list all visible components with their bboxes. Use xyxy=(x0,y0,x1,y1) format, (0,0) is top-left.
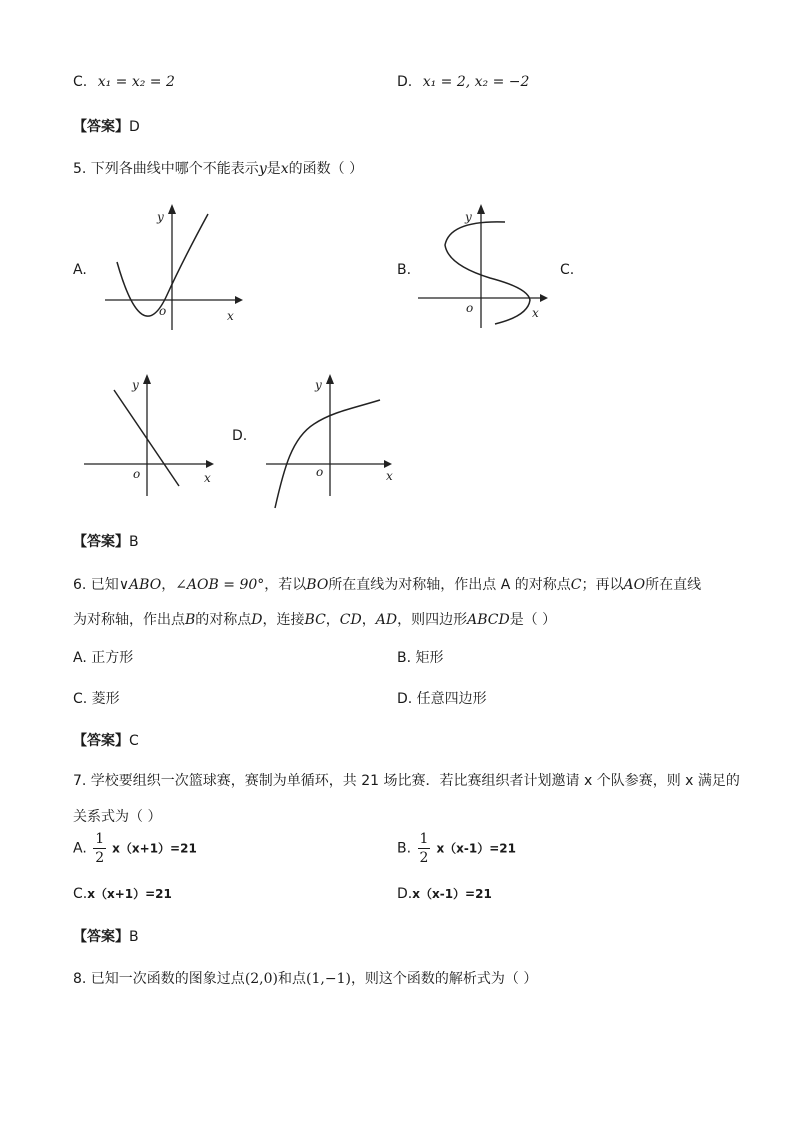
option-expr: x（x+1）=21 xyxy=(87,887,172,901)
q4-option-d xyxy=(397,74,529,90)
q5-label-c: C. xyxy=(560,262,575,278)
fraction-numerator: 1 xyxy=(419,831,429,847)
stem-text: 的函数（ ） xyxy=(288,161,364,177)
graph-b xyxy=(410,200,560,330)
y-label: y xyxy=(465,210,472,224)
fraction-one-half xyxy=(93,832,106,865)
stem-text: 是 xyxy=(266,161,281,177)
stem-text: 所在直线 xyxy=(645,577,702,593)
stem-math: ∨ABO xyxy=(118,577,162,593)
answer-value: B xyxy=(129,534,139,550)
stem-math: CD xyxy=(339,612,362,628)
q5-label-a: A. xyxy=(73,262,87,278)
s-curve xyxy=(445,222,530,324)
x-axis-arrow xyxy=(206,460,214,468)
point-1: (2,0) xyxy=(244,971,279,987)
option-math: x₁ = 2, x₂ = −2 xyxy=(422,74,530,90)
q5-label-d: D. xyxy=(232,428,248,444)
stem-text: ， xyxy=(361,612,376,628)
origin-label: o xyxy=(159,304,167,318)
answer-tag: 【答案】 xyxy=(73,929,129,945)
y-axis-arrow xyxy=(143,374,151,384)
origin-label: o xyxy=(316,465,324,479)
stem-text: 8. 已知一次函数的图象过点 xyxy=(73,971,245,987)
q6-stem-line2 xyxy=(73,609,556,629)
q7-stem-line2: 关系式为（ ） xyxy=(73,809,162,825)
stem-math: D xyxy=(251,612,263,628)
q8-stem xyxy=(73,968,537,988)
stem-text: ， xyxy=(161,577,176,593)
y-label: y xyxy=(157,210,164,224)
stem-text: ，若以 xyxy=(264,577,307,593)
answer-tag: 【答案】 xyxy=(73,733,129,749)
q4-option-c xyxy=(73,74,175,90)
graph-c xyxy=(78,368,228,503)
q7-option-c xyxy=(73,885,172,902)
parabola-curve xyxy=(117,214,208,316)
answer-tag: 【答案】 xyxy=(73,119,129,135)
stem-var-x: x xyxy=(280,161,289,177)
stem-text: 所在直线为对称轴，作出点 A 的对称点 xyxy=(328,577,571,593)
stem-math: C xyxy=(570,577,582,593)
option-label: A. xyxy=(73,840,87,857)
stem-text: ；再以 xyxy=(581,577,624,593)
y-axis-arrow xyxy=(477,204,485,214)
fraction-denominator: 2 xyxy=(419,850,429,866)
option-label: D. xyxy=(397,74,413,90)
x-axis-arrow xyxy=(235,296,243,304)
stem-math: AO xyxy=(623,577,646,593)
option-label: C. xyxy=(73,886,88,902)
answer-value: C xyxy=(129,733,139,749)
stem-text: ，连接 xyxy=(262,612,305,628)
stem-text: ，则这个函数的解析式为（ ） xyxy=(350,971,538,987)
q7-stem-line1: 7. 学校要组织一次篮球赛，赛制为单循环，共 21 场比赛．若比赛组织者计划邀请 x 个队参赛，则 x 满足的 xyxy=(73,773,740,789)
stem-text: 和点 xyxy=(278,971,307,987)
y-label: y xyxy=(315,378,322,392)
q7-option-d xyxy=(397,885,492,902)
stem-text: 是（ ） xyxy=(509,612,557,628)
option-label: D. xyxy=(397,886,413,902)
graph-d xyxy=(262,368,412,513)
origin-label: o xyxy=(466,301,474,315)
answer-tag: 【答案】 xyxy=(73,534,129,550)
x-axis-arrow xyxy=(384,460,392,468)
q5-answer xyxy=(73,531,139,551)
stem-math: BO xyxy=(306,577,329,593)
stem-math: ABCD xyxy=(467,612,510,628)
point-2: (1,−1) xyxy=(306,971,351,987)
x-axis-arrow xyxy=(540,294,548,302)
graph-a xyxy=(95,200,255,330)
q7-option-b xyxy=(397,832,516,865)
q7-answer xyxy=(73,926,139,946)
fraction-numerator: 1 xyxy=(95,831,105,847)
q4-answer xyxy=(73,116,140,136)
q6-option-c: C. 菱形 xyxy=(73,691,120,707)
y-label: y xyxy=(132,378,139,392)
q7-option-a xyxy=(73,832,197,865)
stem-text: ，则四边形 xyxy=(397,612,468,628)
fraction-denominator: 2 xyxy=(95,850,105,866)
option-expr: x（x+1）=21 xyxy=(112,841,197,856)
option-expr: x（x-1）=21 xyxy=(436,841,517,856)
stem-text: 的对称点 xyxy=(195,612,252,628)
q5-label-b: B. xyxy=(397,262,412,278)
x-label: x xyxy=(227,309,234,323)
x-label: x xyxy=(532,306,539,320)
x-label: x xyxy=(204,471,211,485)
option-expr: x（x-1）=21 xyxy=(412,887,492,901)
answer-value: B xyxy=(129,929,139,945)
x-label: x xyxy=(386,469,393,483)
q6-option-a: A. 正方形 xyxy=(73,650,134,666)
y-axis-arrow xyxy=(326,374,334,384)
q6-stem-line1 xyxy=(73,574,701,594)
stem-math: B xyxy=(185,612,196,628)
stem-math: BC xyxy=(304,612,326,628)
option-label: C. xyxy=(73,74,88,90)
stem-text: 为对称轴，作出点 xyxy=(73,612,185,628)
origin-label: o xyxy=(133,467,141,481)
fraction-one-half xyxy=(418,832,431,865)
q6-option-d: D. 任意四边形 xyxy=(397,691,487,707)
stem-math: AD xyxy=(375,612,398,628)
answer-value: D xyxy=(129,119,140,135)
stem-text: ， xyxy=(325,612,340,628)
q6-answer xyxy=(73,730,139,750)
option-math: x₁ = x₂ = 2 xyxy=(97,74,175,90)
y-axis-arrow xyxy=(168,204,176,214)
q6-option-b: B. 矩形 xyxy=(397,650,444,666)
stem-var-y: y xyxy=(258,161,267,177)
q5-stem xyxy=(73,158,363,178)
stem-text: 6. 已知 xyxy=(73,577,119,593)
stem-text: 5. 下列各曲线中哪个不能表示 xyxy=(73,161,259,177)
log-curve xyxy=(275,400,380,508)
stem-math: ∠AOB = 90° xyxy=(175,577,265,593)
option-label: B. xyxy=(397,840,412,857)
